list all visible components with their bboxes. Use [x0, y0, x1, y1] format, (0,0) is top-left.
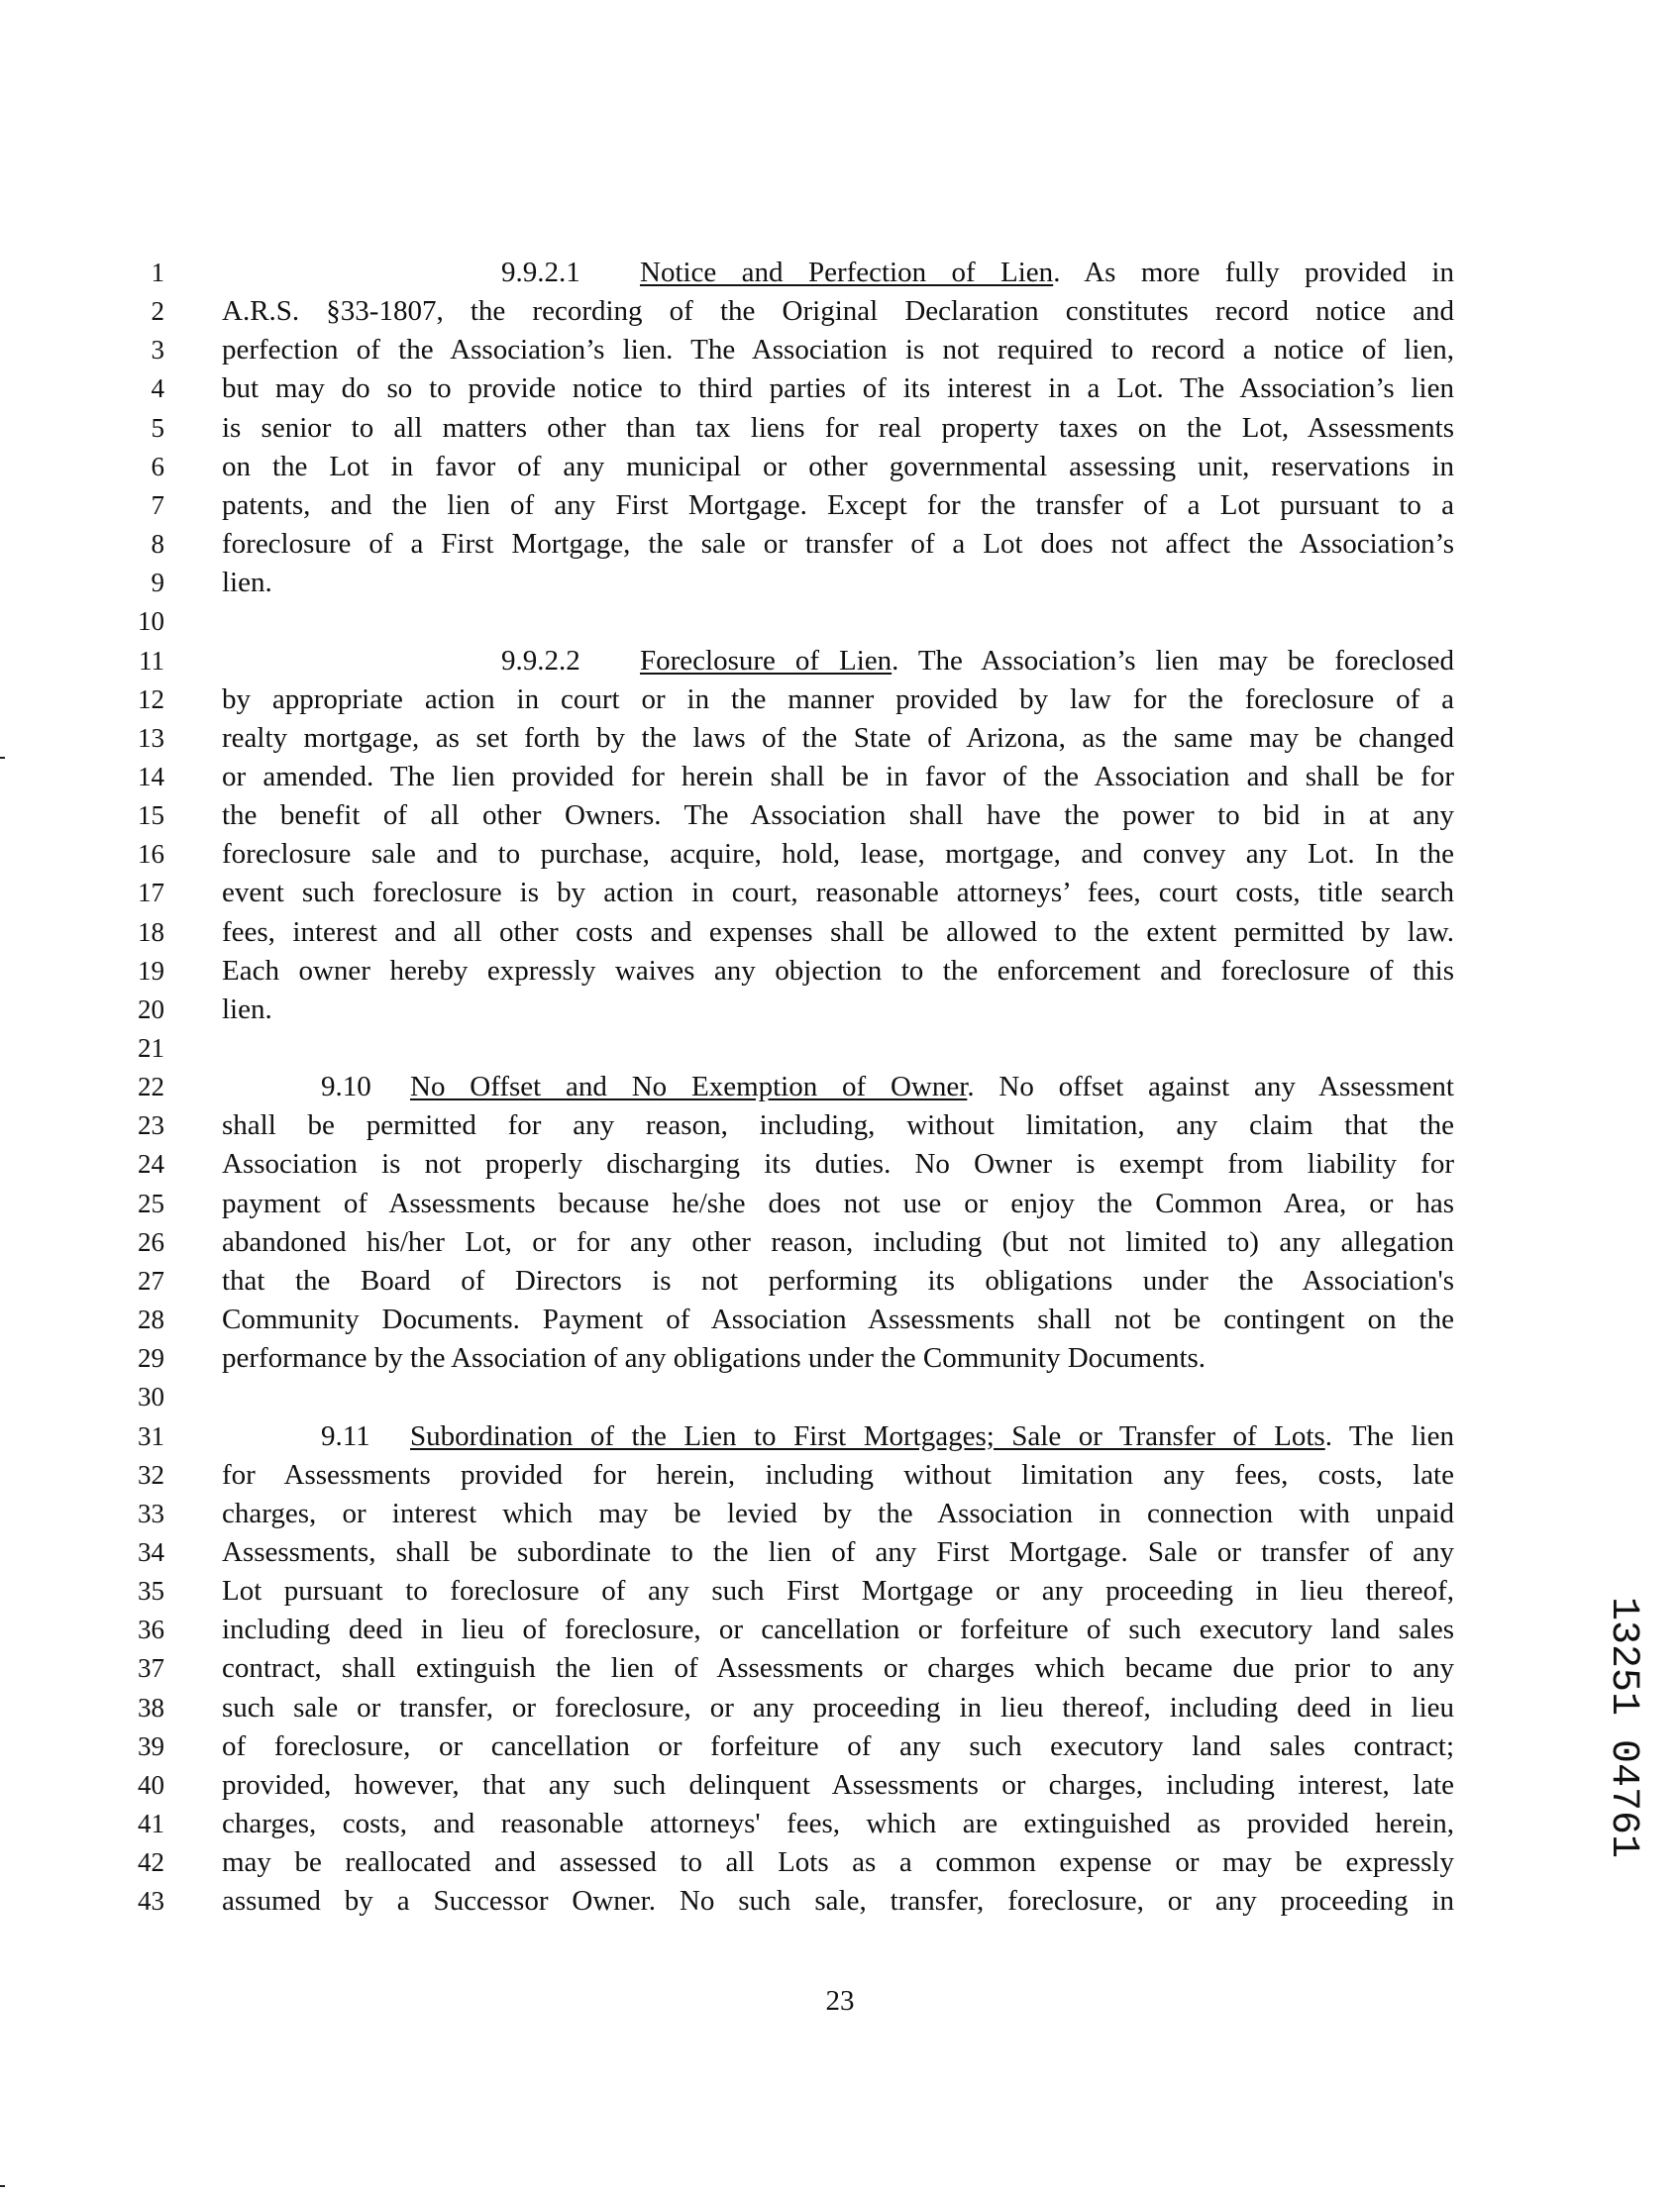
line-text: such sale or transfer, or foreclosure, or any proceeding in lieu thereof, including deed in lieu	[222, 1691, 1454, 1724]
line-number: 10	[138, 606, 164, 637]
line-text: lien.	[222, 993, 272, 1025]
line-text: foreclosure of a First Mortgage, the sale or transfer of a Lot does not affect the Association’s	[222, 528, 1454, 561]
line-20	[0, 991, 1680, 1029]
line-23	[0, 1106, 1680, 1145]
section-text: . The Association’s lien may be foreclosed	[892, 644, 1454, 677]
section-text: . No offset against any Assessment	[967, 1071, 1454, 1103]
line-7	[0, 486, 1680, 525]
line-text: Community Documents. Payment of Association Assessments shall not be contingent on the	[222, 1304, 1454, 1336]
line-number: 23	[138, 1110, 164, 1141]
recording-stamp	[1599, 1597, 1646, 1904]
line-text: abandoned his/her Lot, or for any other reason, including (but not limited to) any allegation	[222, 1225, 1454, 1258]
line-text: by appropriate action in court or in the manner provided by law for the foreclosure of a	[222, 682, 1454, 715]
line-text: assumed by a Successor Owner. No such sale, transfer, foreclosure, or any proceeding in	[222, 1885, 1454, 1918]
line-24	[0, 1145, 1680, 1184]
line-number: 21	[138, 1033, 164, 1063]
line-number: 4	[151, 373, 164, 404]
line-text: contract, shall extinguish the lien of Assessments or charges which became due prior to any	[222, 1652, 1454, 1685]
line-number: 29	[138, 1343, 164, 1374]
line-number: 9	[151, 568, 164, 598]
line-42	[0, 1843, 1680, 1882]
line-4	[0, 369, 1680, 408]
line-text: charges, or interest which may be levied by the Association in connection with unpaid	[222, 1497, 1454, 1529]
line-32	[0, 1456, 1680, 1495]
line-number: 39	[138, 1730, 164, 1761]
line-41	[0, 1805, 1680, 1843]
line-35	[0, 1572, 1680, 1611]
line-number: 11	[139, 645, 164, 676]
line-number: 14	[138, 761, 164, 791]
line-text: that the Board of Directors is not performing its obligations under the Association's	[222, 1264, 1454, 1297]
line-text: is senior to all matters other than tax liens for real property taxes on the Lot, Assessments	[222, 411, 1454, 444]
line-40	[0, 1766, 1680, 1805]
line-number: 24	[138, 1149, 164, 1180]
section-text: . As more fully provided in	[1053, 257, 1454, 288]
section-number: 9.11	[321, 1419, 370, 1452]
line-number: 3	[151, 335, 164, 366]
line-text: realty mortgage, as set forth by the laws of the State of Arizona, as the same may be changed	[222, 721, 1454, 754]
line-number: 43	[138, 1886, 164, 1917]
line-text: shall be permitted for any reason, including, without limitation, any claim that the	[222, 1109, 1454, 1142]
line-number: 25	[138, 1188, 164, 1218]
line-text: patents, and the lien of any First Mortgage. Except for the transfer of a Lot pursuant to a	[222, 488, 1454, 521]
section-number: 9.9.2.1	[501, 257, 580, 288]
line-number: 34	[138, 1536, 164, 1567]
line-text: including deed in lieu of foreclosure, or cancellation or forfeiture of such executory land sales	[222, 1614, 1454, 1646]
line-39	[0, 1727, 1680, 1766]
line-number: 22	[138, 1072, 164, 1102]
line-43	[0, 1882, 1680, 1921]
line-number: 30	[138, 1382, 164, 1412]
line-number: 28	[138, 1305, 164, 1335]
line-5	[0, 409, 1680, 448]
line-number: 19	[138, 955, 164, 986]
section-text: . The lien	[1324, 1419, 1454, 1452]
line-22	[0, 1068, 1680, 1106]
line-11	[0, 642, 1680, 680]
line-text: Lot pursuant to foreclosure of any such First Mortgage or any proceeding in lieu thereof,	[222, 1575, 1454, 1608]
line-36	[0, 1611, 1680, 1649]
line-9	[0, 564, 1680, 602]
section-heading: Foreclosure of Lien	[640, 644, 892, 677]
line-text: the benefit of all other Owners. The Association shall have the power to bid in at any	[222, 799, 1454, 832]
line-text: foreclosure sale and to purchase, acquire, hold, lease, mortgage, and convey any Lot. In the	[222, 838, 1454, 871]
line-37	[0, 1649, 1680, 1688]
line-number: 33	[138, 1498, 164, 1528]
line-text: payment of Assessments because he/she does not use or enjoy the Common Area, or has	[222, 1187, 1454, 1219]
line-number: 2	[151, 296, 164, 327]
line-number: 36	[138, 1615, 164, 1645]
line-12	[0, 680, 1680, 719]
line-text: or amended. The lien provided for herein shall be in favor of the Association and shall be for	[222, 760, 1454, 792]
line-text: Each owner hereby expressly waives any objection to the enforcement and foreclosure of this	[222, 954, 1454, 987]
line-6	[0, 448, 1680, 486]
scan-mark-bottom-left	[0, 2185, 5, 2187]
line-number: 42	[138, 1847, 164, 1878]
line-number: 26	[138, 1226, 164, 1257]
line-number: 40	[138, 1769, 164, 1800]
line-number: 37	[138, 1653, 164, 1684]
line-15	[0, 796, 1680, 835]
line-31	[0, 1417, 1680, 1456]
recording-stamp-text: 13251 04761	[1601, 1597, 1645, 1859]
line-21	[0, 1029, 1680, 1068]
line-28	[0, 1301, 1680, 1339]
line-number: 12	[138, 683, 164, 714]
line-text: event such foreclosure is by action in court, reasonable attorneys’ fees, court costs, title search	[222, 877, 1454, 909]
line-number: 8	[151, 529, 164, 560]
section-heading: Notice and Perfection of Lien	[640, 257, 1054, 288]
line-number: 7	[151, 489, 164, 520]
line-27	[0, 1262, 1680, 1301]
line-text: provided, however, that any such delinquent Assessments or charges, including interest, late	[222, 1768, 1454, 1801]
line-number: 18	[138, 916, 164, 947]
line-number: 31	[138, 1420, 164, 1451]
section-heading: No Offset and No Exemption of Owner	[410, 1071, 968, 1103]
line-number: 32	[138, 1459, 164, 1490]
line-text: lien.	[222, 567, 272, 599]
line-25	[0, 1185, 1680, 1223]
line-17	[0, 874, 1680, 912]
line-text: of foreclosure, or cancellation or forfeiture of any such executory land sales contract;	[222, 1729, 1454, 1762]
line-number: 6	[151, 451, 164, 481]
line-text: fees, interest and all other costs and expenses shall be allowed to the extent permitted by law.	[222, 915, 1454, 948]
line-text	[501, 642, 1454, 680]
line-19	[0, 952, 1680, 991]
line-number: 13	[138, 722, 164, 753]
line-number: 17	[138, 878, 164, 908]
line-number: 38	[138, 1692, 164, 1723]
line-10	[0, 602, 1680, 641]
line-13	[0, 719, 1680, 758]
line-text: for Assessments provided for herein, including without limitation any fees, costs, late	[222, 1458, 1454, 1491]
line-number: 20	[138, 993, 164, 1024]
line-text: performance by the Association of any obligations under the Community Documents.	[222, 1342, 1207, 1375]
line-text	[501, 254, 1454, 292]
line-14	[0, 758, 1680, 796]
line-30	[0, 1378, 1680, 1416]
line-1	[0, 254, 1680, 292]
line-38	[0, 1689, 1680, 1727]
line-33	[0, 1495, 1680, 1533]
line-text: A.R.S. §33-1807, the recording of the Original Declaration constitutes record notice and	[222, 295, 1454, 328]
section-number: 9.10	[321, 1071, 371, 1103]
line-text: Assessments, shall be subordinate to the lien of any First Mortgage. Sale or transfer of any	[222, 1535, 1454, 1568]
line-text: on the Lot in favor of any municipal or other governmental assessing unit, reservations in	[222, 450, 1454, 482]
line-2	[0, 292, 1680, 331]
line-text: Association is not properly discharging its duties. No Owner is exempt from liability for	[222, 1148, 1454, 1181]
line-3	[0, 331, 1680, 369]
line-number: 1	[151, 258, 164, 287]
line-number: 27	[138, 1265, 164, 1296]
line-text: charges, costs, and reasonable attorneys' fees, which are extinguished as provided herein,	[222, 1808, 1454, 1839]
page-number: 23	[825, 1985, 855, 2017]
line-number: 5	[151, 412, 164, 443]
section-heading: Subordination of the Lien to First Mortgages; Sale or Transfer of Lots	[410, 1419, 1325, 1452]
line-text: but may do so to provide notice to third parties of its interest in a Lot. The Association’s lien	[222, 372, 1454, 405]
line-8	[0, 525, 1680, 564]
line-34	[0, 1533, 1680, 1572]
line-26	[0, 1223, 1680, 1262]
line-number: 41	[138, 1809, 164, 1838]
line-text: perfection of the Association’s lien. The Association is not required to record a notice of lien,	[222, 334, 1454, 366]
scan-mark-left	[0, 757, 5, 759]
line-number: 16	[138, 839, 164, 870]
line-text	[321, 1417, 1454, 1456]
line-number: 35	[138, 1576, 164, 1607]
section-number: 9.9.2.2	[501, 644, 580, 677]
line-text: may be reallocated and assessed to all Lots as a common expense or may be expressly	[222, 1846, 1454, 1879]
line-text	[321, 1068, 1454, 1106]
line-29	[0, 1339, 1680, 1378]
line-number: 15	[138, 800, 164, 831]
line-16	[0, 835, 1680, 874]
line-18	[0, 913, 1680, 952]
